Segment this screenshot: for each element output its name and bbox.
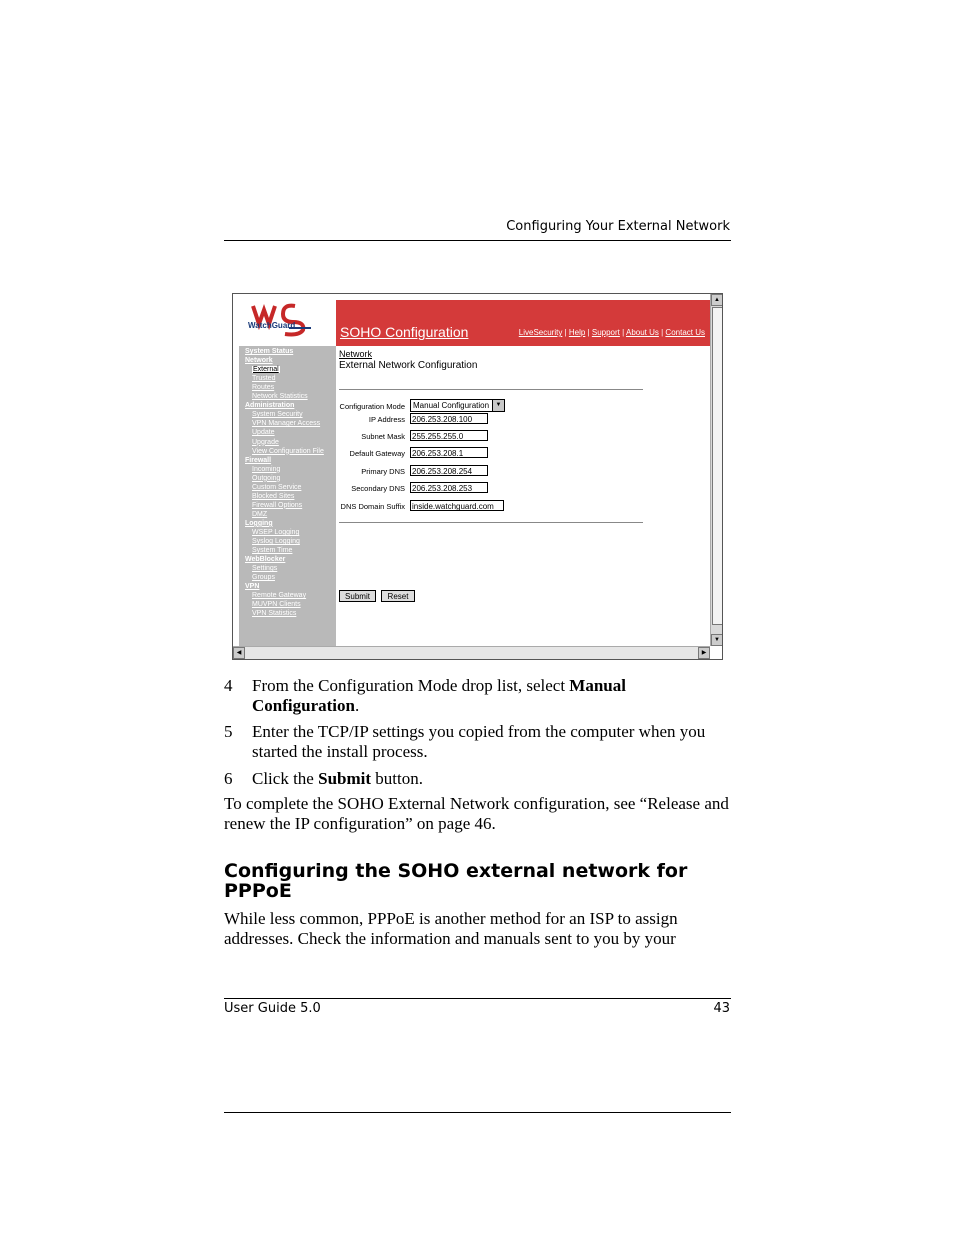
watchguard-logo-icon [233,294,336,346]
secondary-dns-field[interactable]: 206.253.208.253 [410,482,488,493]
header-rule [224,240,731,241]
sidebar-item-trusted[interactable]: Trusted [252,375,276,383]
sidebar-item-dmz[interactable]: DMZ [252,510,268,518]
sidebar-item-network-statistics[interactable]: Network Statistics [252,393,308,401]
chevron-down-icon[interactable]: ▼ [492,400,504,411]
sidebar-item-upgrade[interactable]: Upgrade [252,438,279,446]
primary-dns-label: Primary DNS [361,467,405,476]
default-gateway-field[interactable]: 206.253.208.1 [410,447,488,458]
sidebar-item-muvpn-clients[interactable]: MUVPN Clients [252,601,301,609]
config-mode-value: Manual Configuration [413,401,490,410]
config-mode-label: Configuration Mode [339,402,405,411]
scroll-thumb[interactable] [712,307,723,625]
logo-text: WatchGuard [248,321,296,330]
sidebar-item-external[interactable]: External [253,366,279,374]
running-header: Configuring Your External Network [506,219,730,234]
support-link[interactable]: Support [591,328,620,337]
watchguard-logo [233,294,336,346]
sidebar-item-blocked-sites[interactable]: Blocked Sites [252,492,295,500]
sidebar-item-remote-gateway[interactable]: Remote Gateway [252,592,307,600]
about-us-link[interactable]: About Us [625,328,659,337]
scroll-left-icon[interactable]: ◀ [233,647,245,659]
primary-dns-field[interactable]: 206.253.208.254 [410,465,488,476]
sidebar-item-view-configuration-file[interactable]: View Configuration File [252,447,324,455]
sidebar-item-syslog-logging[interactable]: Syslog Logging [252,538,300,546]
top-banner [336,300,710,346]
subnet-mask-label: Subnet Mask [361,432,405,441]
livesecurity-link[interactable]: LiveSecurity [518,328,563,337]
sidebar-item-wsep-logging[interactable]: WSEP Logging [252,529,300,536]
sidebar-item-administration[interactable]: Administration [245,402,295,410]
page-number: 43 [713,1001,730,1016]
step-5: 5 Enter the TCP/IP settings you copied from the computer when you started the install process. [224,722,706,761]
sidebar-item-routes[interactable]: Routes [252,384,275,392]
help-link[interactable]: Help [568,328,586,337]
pppoe-paragraph: While less common, PPPoE is another method for an ISP to assign addresses. Check the information and manuals sent to you by your [224,909,678,948]
banner-title[interactable]: SOHO Configuration [340,324,469,340]
sidebar-item-network[interactable]: Network [245,357,273,365]
sidebar-item-vpn-manager-access[interactable]: VPN Manager Access [252,420,321,428]
sidebar-item-webblocker[interactable]: WebBlocker [245,556,286,564]
ip-address-label: IP Address [368,415,405,424]
breadcrumb[interactable]: Network [339,349,373,359]
sidebar-item-firewall[interactable]: Firewall [245,456,272,464]
step-4: 4 From the Configuration Mode drop list, select Manual Configuration. [224,676,626,715]
dns-suffix-label: DNS Domain Suffix [340,502,405,511]
sidebar-item-vpn[interactable]: VPN [245,583,260,591]
divider [339,389,643,390]
sidebar-item-system-status[interactable]: System Status [245,348,294,355]
sidebar-item-vpn-statistics[interactable]: VPN Statistics [252,610,297,618]
scroll-right-icon[interactable]: ▶ [698,647,710,659]
step-6: 6 Click the Submit button. [224,769,423,788]
sidebar-item-system-time[interactable]: System Time [252,547,293,555]
horizontal-scrollbar[interactable] [233,646,710,659]
page-title: External Network Configuration [339,360,478,371]
section-heading: Configuring the SOHO external network for PPPoE [224,860,688,902]
scroll-up-icon[interactable]: ▲ [711,294,723,306]
sidebar-item-custom-service[interactable]: Custom Service [252,483,302,491]
submit-button[interactable]: Submit [339,590,376,602]
sidebar-item-groups[interactable]: Groups [252,574,275,582]
sidebar-item-settings[interactable]: Settings [252,565,278,573]
soho-screenshot [232,293,723,660]
sidebar-item-update[interactable]: Update [252,429,275,437]
reset-button[interactable]: Reset [381,590,415,602]
complete-paragraph: To complete the SOHO External Network configuration, see “Release and renew the IP configuration” on page 46. [224,794,729,833]
main-content [336,346,710,646]
sidebar-item-firewall-options[interactable]: Firewall Options [252,501,303,509]
vertical-scrollbar[interactable] [710,294,723,646]
config-mode-select[interactable] [410,399,505,412]
footer-rule [224,998,731,999]
dns-suffix-field[interactable]: inside.watchguard.com [410,500,504,511]
sidebar-item-logging[interactable]: Logging [245,519,273,527]
secondary-dns-label: Secondary DNS [351,484,405,493]
contact-us-link[interactable]: Contact Us [665,328,705,337]
sidebar-nav [239,346,336,646]
scroll-down-icon[interactable]: ▼ [711,634,723,646]
subnet-mask-field[interactable]: 255.255.255.0 [410,430,488,441]
ip-address-field[interactable]: 206.253.208.100 [410,413,488,424]
banner-links: LiveSecurity | Help | Support | About Us | Contact Us [518,328,705,337]
sidebar-item-system-security[interactable]: System Security [252,411,303,419]
divider [339,522,643,523]
default-gateway-label: Default Gateway [349,449,405,458]
bottom-rule [224,1112,731,1113]
sidebar-item-incoming[interactable]: Incoming [252,465,281,473]
footer-title: User Guide 5.0 [224,1001,321,1016]
sidebar-item-outgoing[interactable]: Outgoing [252,474,281,482]
